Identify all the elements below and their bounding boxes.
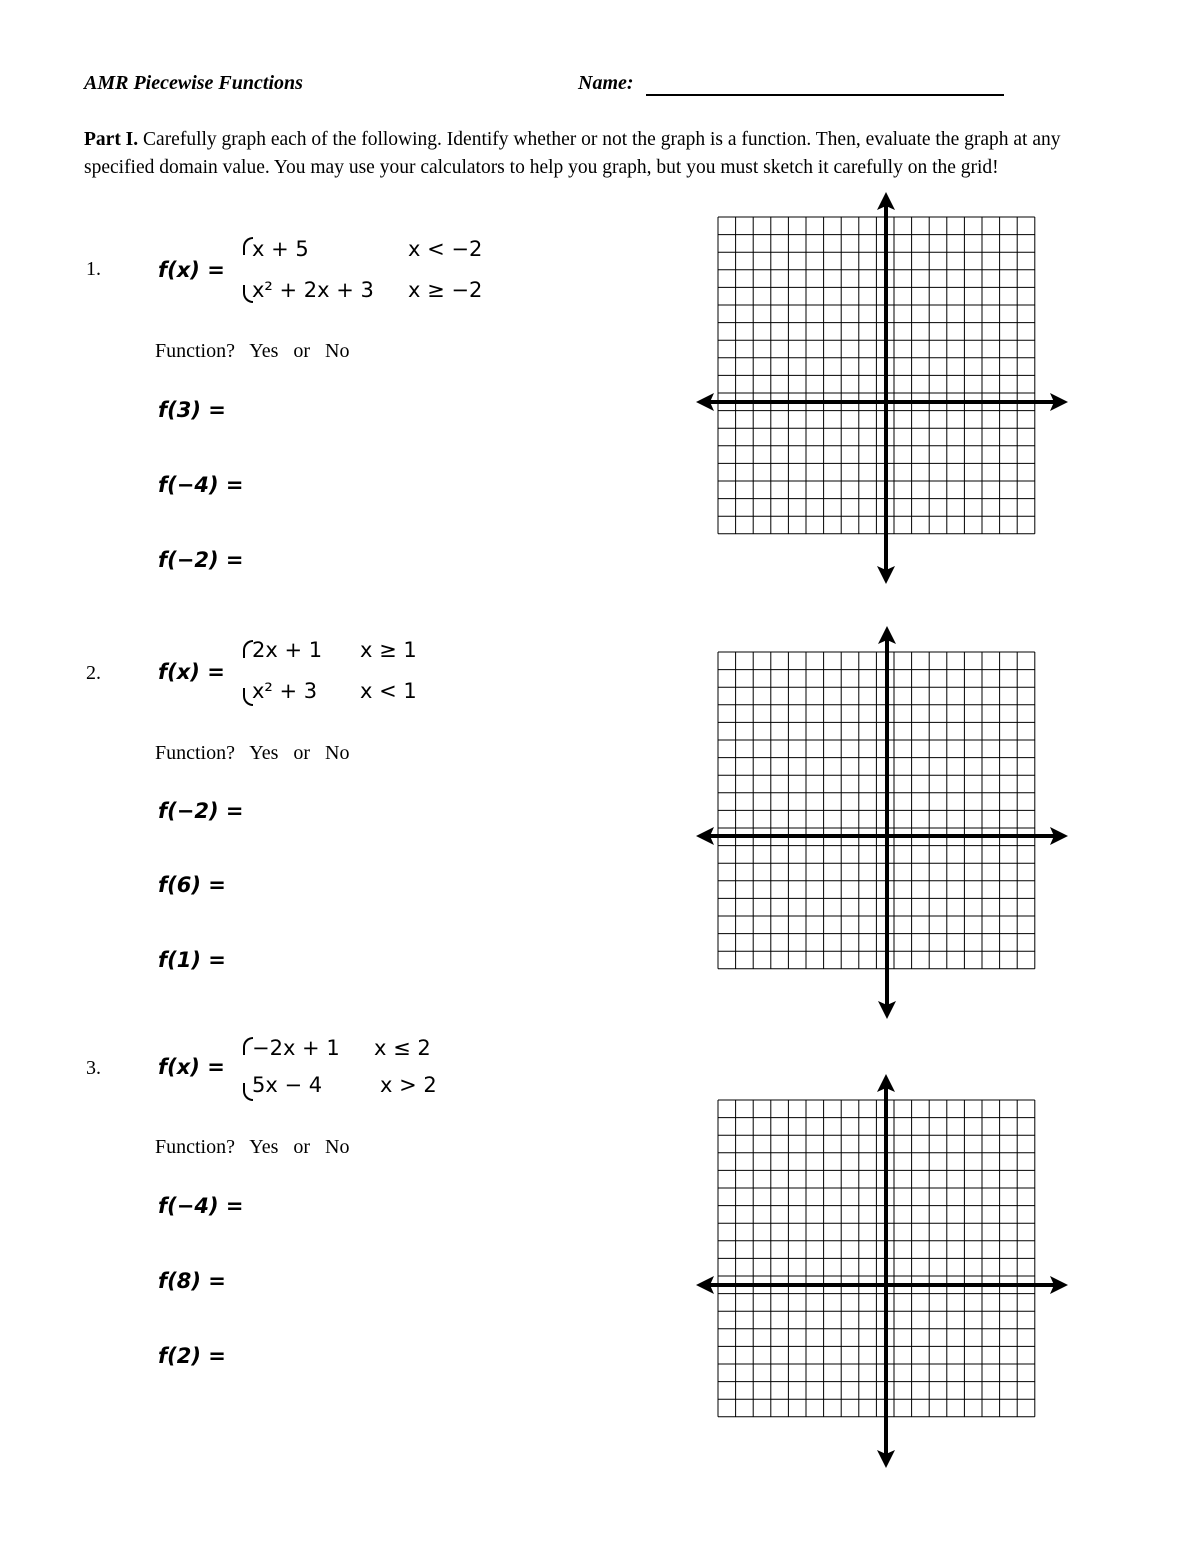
piece-condition: x > 2: [380, 1073, 437, 1097]
evaluation-prompt: [158, 1269, 226, 1293]
evaluation-text: f(6) =: [158, 873, 226, 897]
evaluation-prompt: [158, 873, 226, 897]
problem-number: 2.: [86, 662, 101, 684]
y-axis-down-arrow: [878, 1001, 896, 1019]
evaluation-prompt: [158, 1194, 243, 1218]
piece-condition: x ≥ 1: [360, 638, 417, 662]
evaluation-text: f(8) =: [158, 1269, 226, 1293]
instructions-text: Carefully graph each of the following. Identify whether or not the graph is a function. Then, evaluate the graph at any specified domain value. You may use your calculators to help you graph, but you must sketch it carefully on the grid!: [84, 129, 1061, 178]
evaluation-text: f(−2) =: [158, 799, 244, 823]
y-axis-up-arrow: [877, 1074, 895, 1092]
function-lhs-text: f(x) =: [158, 258, 225, 282]
evaluation-prompt: [158, 398, 226, 422]
name-label: Name:: [578, 72, 634, 94]
evaluation-prompt: [158, 799, 243, 823]
piece-expression: x² + 3: [252, 679, 318, 703]
evaluation-text: f(−4) =: [158, 1194, 244, 1218]
y-axis-down-arrow: [877, 566, 895, 584]
piece-expression: x² + 2x + 3: [252, 278, 374, 302]
piece-expression: 5x − 4: [252, 1073, 323, 1097]
piece-condition: x ≥ −2: [408, 278, 483, 302]
function-lhs: [158, 258, 225, 282]
x-axis-left-arrow: [696, 393, 714, 411]
piece-condition: x < 1: [360, 679, 417, 703]
problem-number: 3.: [86, 1057, 101, 1079]
function-lhs: [158, 660, 225, 684]
evaluation-text: f(1) =: [158, 948, 226, 972]
name-field-line[interactable]: [646, 94, 1004, 96]
part-label: Part I.: [84, 129, 139, 150]
y-axis-down-arrow: [877, 1450, 895, 1468]
evaluation-text: f(3) =: [158, 398, 226, 422]
piece-expression: −2x + 1: [252, 1036, 340, 1060]
x-axis-right-arrow: [1050, 393, 1068, 411]
piece-expression: 2x + 1: [252, 638, 323, 662]
y-axis-up-arrow: [877, 192, 895, 210]
evaluation-text: f(−2) =: [158, 548, 244, 572]
x-axis-right-arrow: [1050, 827, 1068, 845]
problem-number: 1.: [86, 258, 101, 280]
x-axis-right-arrow: [1050, 1276, 1068, 1294]
piece-condition: x ≤ 2: [374, 1036, 431, 1060]
evaluation-text: f(2) =: [158, 1344, 226, 1368]
y-axis-up-arrow: [878, 626, 896, 644]
x-axis-left-arrow: [696, 827, 714, 845]
piece-expression: x + 5: [252, 237, 309, 261]
evaluation-prompt: [158, 548, 243, 572]
function-lhs-text: f(x) =: [158, 1055, 225, 1079]
evaluation-text: f(−4) =: [158, 473, 244, 497]
evaluation-prompt: [158, 473, 243, 497]
function-lhs: [158, 1055, 225, 1079]
evaluation-prompt: [158, 948, 226, 972]
evaluation-prompt: [158, 1344, 226, 1368]
instructions: [84, 126, 1114, 181]
function-question: Function? Yes or No: [155, 1136, 350, 1158]
piece-condition: x < −2: [408, 237, 483, 261]
x-axis-left-arrow: [696, 1276, 714, 1294]
function-lhs-text: f(x) =: [158, 660, 225, 684]
function-question: Function? Yes or No: [155, 742, 350, 764]
worksheet-title: AMR Piecewise Functions: [84, 72, 303, 94]
function-question: Function? Yes or No: [155, 340, 350, 362]
